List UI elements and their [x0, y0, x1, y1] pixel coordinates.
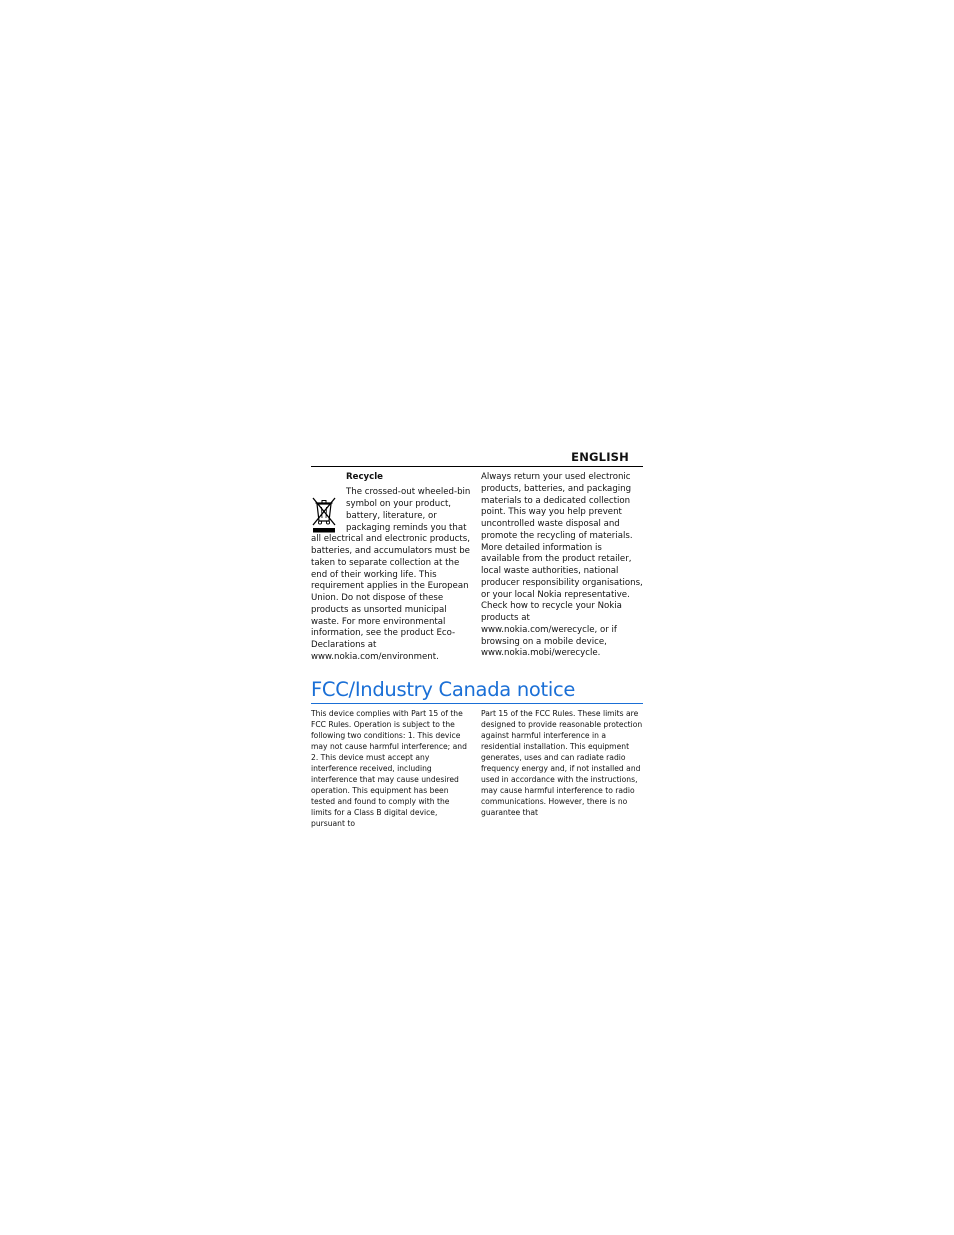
fcc-right-paragraph: Part 15 of the FCC Rules. These limits are designed to provide reasonable protection against harmful interference in a residential installation. This equipment generates, uses and can radiate radio frequency energy and, if not installed and used in accordance with the instructions, may cause harmful interference to radio communications. However, there is no guarantee that	[481, 708, 643, 817]
document-page	[311, 449, 643, 829]
recycle-intro-paragraph: The crossed-out wheeled-bin symbol on your product, battery, literature, or packaging reminds you that all electrical and electronic products, batteries, and accumulators must be taken to separate collection at the end of their working life. This requirement applies in the European Union. Do not dispose of these products as unsorted municipal waste. For more environmental information, see the product Eco-Declarations at www.nokia.com/environment.	[311, 487, 471, 662]
fcc-right-column	[481, 708, 643, 829]
language-label: ENGLISH	[571, 450, 629, 464]
header-divider	[311, 466, 643, 467]
crossed-out-wheeled-bin-icon	[311, 495, 343, 533]
recycle-return-paragraph: Always return your used electronic products, batteries, and packaging materials to a dedicated collection point. This way you help prevent uncontrolled waste disposal and promote the recycling of materials. More detailed information is available from the product retailer, local waste authorities, national producer responsibility organisations, or your local Nokia representative. Check how to recycle your Nokia products at www.nokia.com/werecycle, or if browsing on a mobile device, www.nokia.mobi/werecycle.	[481, 472, 643, 659]
recycle-right-column	[481, 472, 643, 664]
recycle-section	[311, 472, 643, 664]
fcc-section-title: FCC/Industry Canada notice	[311, 677, 576, 701]
recycle-left-column	[311, 472, 472, 664]
fcc-title-divider	[311, 703, 643, 704]
fcc-left-paragraph: This device complies with Part 15 of the FCC Rules. Operation is subject to the following two conditions: 1. This device may not cause harmful interference; and 2. This device must accept any interference received, including interference that may cause undesired operation. This equipment has been tested and found to comply with the limits for a Class B digital device, pursuant to	[311, 708, 467, 828]
fcc-left-column	[311, 708, 472, 829]
recycle-heading: Recycle	[346, 472, 384, 482]
fcc-section	[311, 708, 643, 829]
